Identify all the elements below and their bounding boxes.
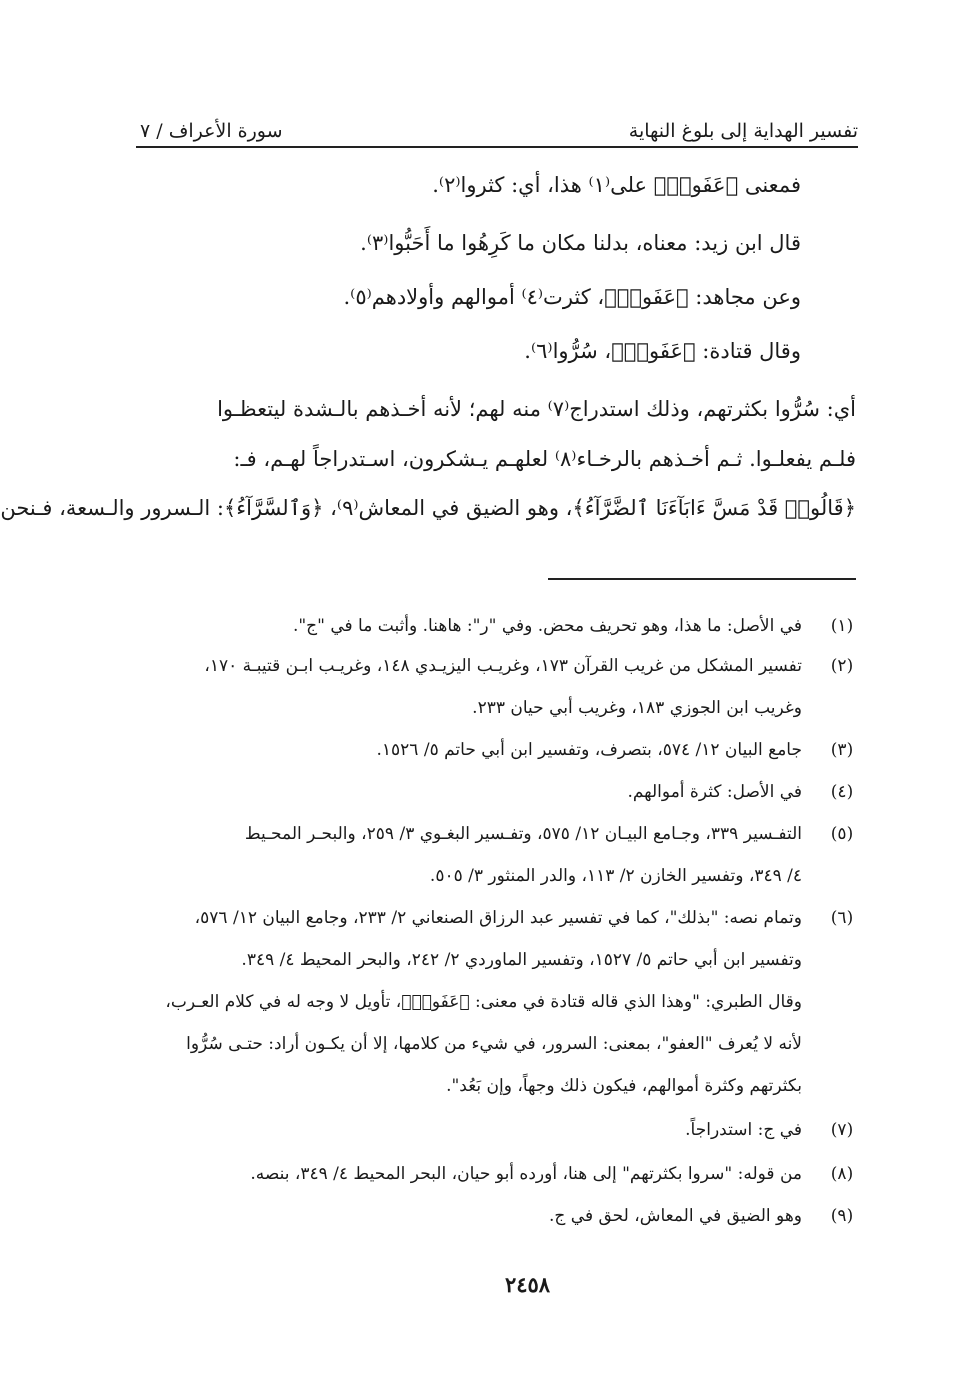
footnote-number: (٨) bbox=[830, 1164, 854, 1184]
footnote-number: (١) bbox=[830, 616, 854, 636]
running-head bbox=[140, 112, 858, 142]
footnote-line: وتمام نصه: "بذلك"، كما في تفسير عبد الرزاق الصنعاني ٢/ ٢٣٣، وجامع البيان ١٢/ ٥٧٦، bbox=[194, 908, 802, 928]
footnote-line: جامع البيان ١٢/ ٥٧٤، بتصرف، وتفسير ابن أبي حاتم ٥/ ١٥٢٦. bbox=[376, 740, 802, 760]
footnote-number: (٦) bbox=[830, 908, 854, 928]
footnote-line: في ج: استدراجاً. bbox=[685, 1120, 802, 1140]
footnote-line: في الأصل: ما هذا، وهو تحريف محض. وفي "ر": هاهنا. وأثبت ما في "ج". bbox=[292, 616, 802, 636]
footnote-line: التفـسير ٣٣٩، وجـامع البيـان ١٢/ ٥٧٥، وتفـسير البغـوي ٣/ ٢٥٩، والبحـر المحـيط bbox=[244, 824, 802, 844]
footnote-line: ٤/ ٣٤٩، وتفسير الخازن ٢/ ١١٣، والدر المنثور ٣/ ٥٠٥. bbox=[429, 866, 802, 886]
footnote-line: بكثرتهم وكثرة أموالهم، فيكون ذلك وجهاً، وإن بَعُد". bbox=[446, 1076, 802, 1096]
main-line: فلـم يفعلـوا. ثـم أخـذهم بالرخـاء⁽٨⁾ لعلهـم يـشكرون، اسـتدراجاً لهـم، فـ: bbox=[233, 447, 856, 471]
footnote-line: وتفسير ابن أبي حاتم ٥/ ١٥٢٧، وتفسير الماوردي ٢/ ٢٤٢، والبحر المحيط ٤/ ٣٤٩. bbox=[241, 950, 802, 970]
footnote-number: (٥) bbox=[830, 824, 854, 844]
footnote-number: (٩) bbox=[830, 1206, 854, 1226]
main-line: ﴿قَالُوا۟ قَدْ مَسَّ ءَابَآءَنَا ٱلضَّرَّآءُ﴾، وهو الضيق في المعاش⁽٩⁾، ﴿وَٱلسَّرَّآءُ﴾: الـسرور والـسعة، فـنحن bbox=[0, 496, 856, 520]
footnote-number: (٤) bbox=[830, 782, 854, 802]
footnote-separator bbox=[548, 578, 856, 580]
main-line: أي: سُرُّوا بكثرتهم، وذلك استدراج⁽٧⁾ منه لهم؛ لأنه أخـذهم بالـشدة ليتعظـوا bbox=[217, 397, 856, 421]
footnote-line: من قوله: "سروا بكثرتهم" إلى هنا، أورده أبو حيان، البحر المحيط ٤/ ٣٤٩، بنصه. bbox=[250, 1164, 802, 1184]
header-rule bbox=[136, 146, 858, 148]
book-title: تفسير الهداية إلى بلوغ النهاية bbox=[628, 120, 858, 142]
main-line: فمعنى ﴿عَفَوا۟﴾ على⁽١⁾ هذا، أي: كثروا⁽٢⁾. bbox=[432, 173, 801, 197]
footnote-line: في الأصل: كثرة أموالهم. bbox=[627, 782, 802, 802]
page-number: ٢٤٥٨ bbox=[504, 1272, 551, 1297]
footnote-line: لأنه لا يُعرف "العفو"، بمعنى: السرور، في شيء من كلامها، إلا أن يكـون أراد: حتـى سُرُّوا bbox=[186, 1034, 802, 1054]
footnote-line: وغريب ابن الجوزي ١٨٣، وغريب أبي حيان ٢٣٣. bbox=[472, 698, 802, 718]
footnote-line: تفسير المشكل من غريب القرآن ١٧٣، وغريـب اليزيـدي ١٤٨، وغريـب ابـن قتيبـة ١٧٠، bbox=[204, 656, 802, 676]
footnote-number: (٣) bbox=[830, 740, 854, 760]
main-line: وعن مجاهد: ﴿عَفَوا۟﴾، كثرت⁽٤⁾ أموالهم وأولادهم⁽٥⁾. bbox=[343, 285, 801, 309]
footnote-line: وقال الطبري: "وهذا الذي قاله قتادة في معنى: ﴿عَفَوا۟﴾، تأويل لا وجه له في كلام العـرب، bbox=[165, 992, 802, 1012]
footnote-number: (٢) bbox=[830, 656, 854, 676]
footnote-number: (٧) bbox=[830, 1120, 854, 1140]
main-line: وقال قتادة: ﴿عَفَوا۟﴾، سُرُّوا⁽٦⁾. bbox=[524, 339, 801, 363]
footnote-line: وهو الضيق في المعاش، لحق في ج. bbox=[549, 1206, 802, 1226]
main-line: قال ابن زيد: معناه، بدلنا مكان ما كَرِهُوا ما أَحَبُّوا⁽٣⁾. bbox=[360, 231, 801, 255]
surah-reference: سورة الأعراف / ٧ bbox=[140, 120, 283, 142]
